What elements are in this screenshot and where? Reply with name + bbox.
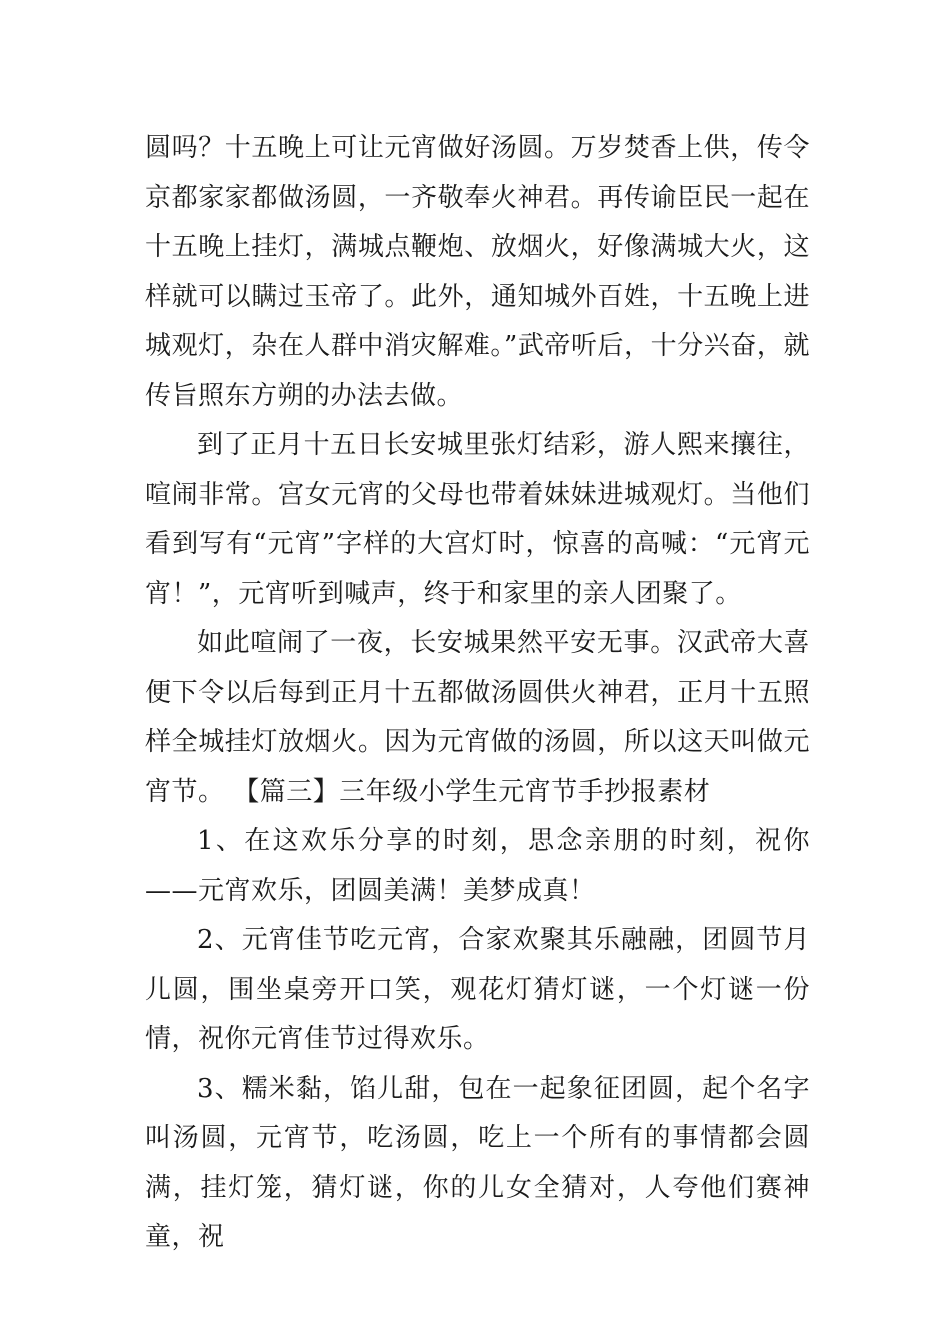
paragraph-4: 1、在这欢乐分享的时刻，思念亲朋的时刻，祝你——元宵欢乐，团圆美满！美梦成真！ [145, 826, 810, 906]
paragraph-3: 如此喧闹了一夜，长安城果然平安无事。汉武帝大喜便下令以后每到正月十五都做汤圆供火神君，正月十五照样全城挂灯放烟火。因为元宵做的汤圆，所以这天叫做元宵节。 【篇三】三年级小学生元宵节手抄报素材 [145, 628, 810, 807]
paragraph-2: 到了正月十五日长安城里张灯结彩，游人熙来攘往，喧闹非常。宫女元宵的父母也带着妹妹进城观灯。当他们看到写有“元宵”字样的大宫灯时，惊喜的高喊：“元宵元宵！”，元宵听到喊声，终于和家里的亲人团聚了。 [145, 430, 810, 609]
paragraph-5: 2、元宵佳节吃元宵，合家欢聚其乐融融，团圆节月儿圆，围坐桌旁开口笑，观花灯猜灯谜，一个灯谜一份情，祝你元宵佳节过得欢乐。 [145, 925, 810, 1054]
document-body [145, 124, 810, 1263]
paragraph-1: 圆吗？十五晚上可让元宵做好汤圆。万岁焚香上供，传令京都家家都做汤圆，一齐敬奉火神君。再传谕臣民一起在十五晚上挂灯，满城点鞭炮、放烟火，好像满城大火，这样就可以瞒过玉帝了。此外，通知城外百姓，十五晚上进城观灯，杂在人群中消灾解难。”武帝听后，十分兴奋，就传旨照东方朔的办法去做。 [145, 133, 810, 411]
paragraph-6: 3、糯米黏，馅儿甜，包在一起象征团圆，起个名字叫汤圆，元宵节，吃汤圆，吃上一个所有的事情都会圆满，挂灯笼，猜灯谜，你的儿女全猜对，人夸他们赛神童，祝 [145, 1073, 810, 1252]
